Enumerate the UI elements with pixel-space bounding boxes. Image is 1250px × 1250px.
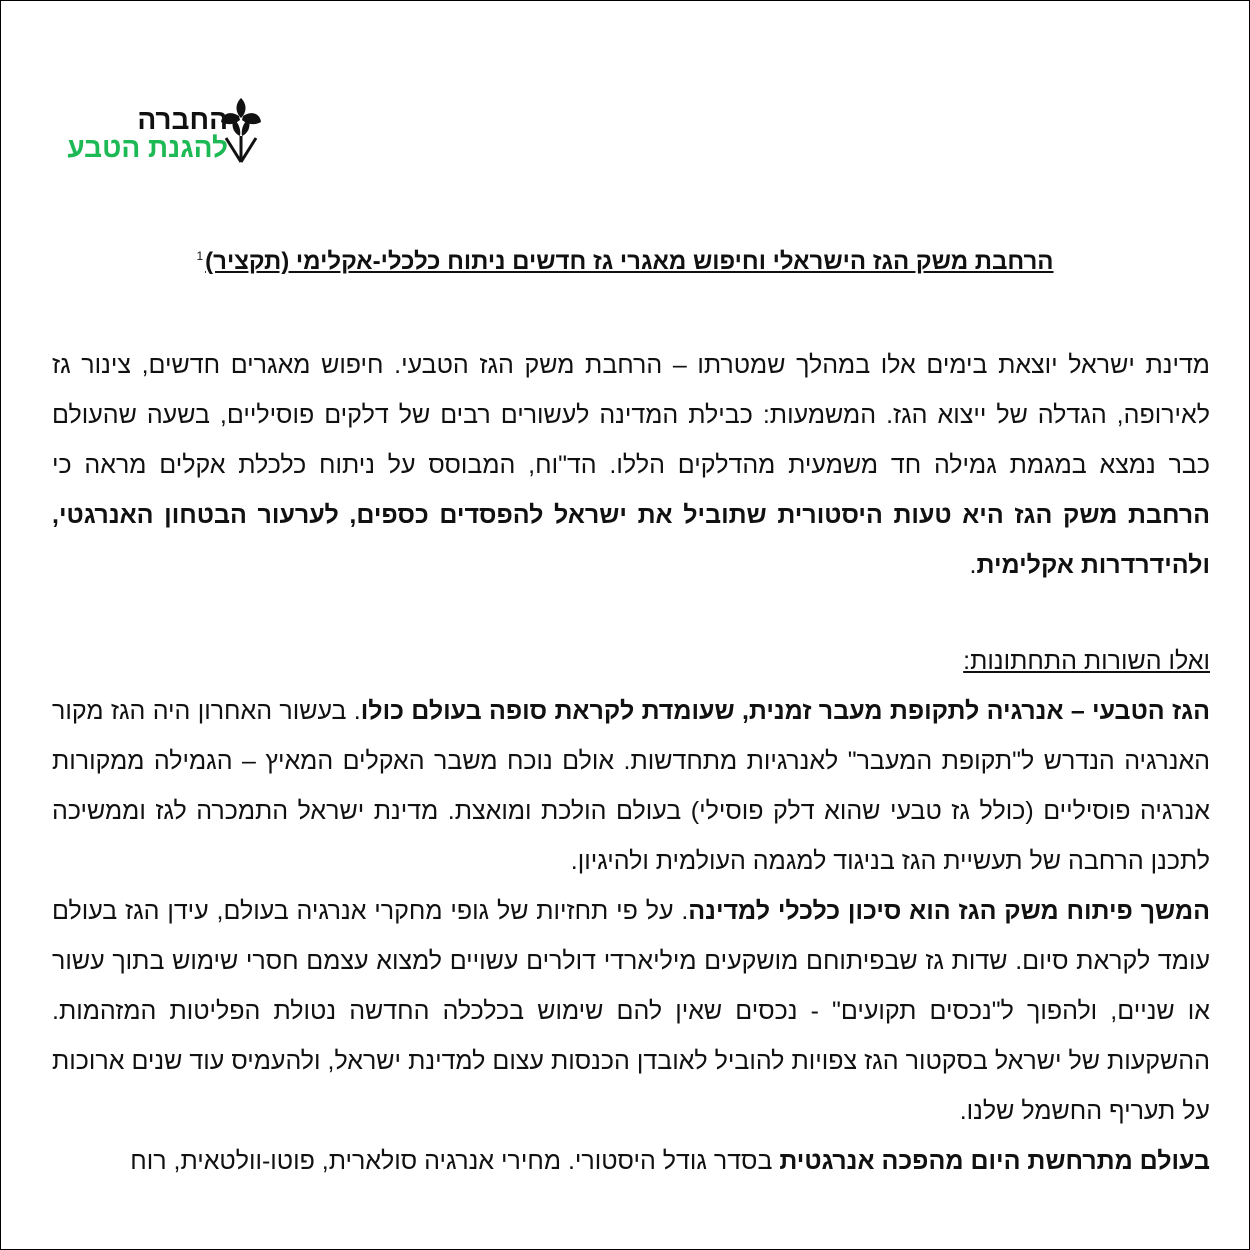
paragraph-text: . בעשור האחרון היה הגז מקור האנרגיה הנדרש ל"תקופת המעבר" לאנרגיות מתחדשות. אולם נוכח משבר האקלים המאיץ – הגמילה ממקורות אנרגיה פוסיליים (כולל גז טבעי שהוא דלק פוסילי) בעולם הולכת ומואצת. מדינת ישראל התמכרה לגז וממשיכה לתכנן הרחבה של תעשיית הגז בניגוד למגמה העולמית ולהיגיון. xyxy=(52,697,1210,875)
document-body xyxy=(52,340,1210,1186)
organization-logo xyxy=(66,96,266,168)
section-heading-text: ואלו השורות התחתונות: xyxy=(963,647,1210,675)
paragraph-energy-revolution xyxy=(52,1136,1210,1186)
paragraph-bold-lead: הגז הטבעי – אנרגיה לתקופת מעבר זמנית, שעומדת לקראת סופה בעולם כולו xyxy=(360,697,1210,725)
section-heading xyxy=(52,636,1210,686)
title-footnote-marker: 1 xyxy=(196,249,204,263)
paragraph-text: . על פי תחזיות של גופי מחקרי אנרגיה בעולם, עידן הגז בעולם עומד לקראת סיום. שדות גז שבפיתוחם מושקעים מיליארדי דולרים עשויים למצוא עצמם חסרי שימוש בתוך עשור או שניים, ולהפוך ל"נכסים תקועים" - נכסים שאין להם שימוש בכלכלה החדשה נטולת הפליטות המזהמות. ההשקעות של ישראל בסקטור הגז צפויות להוביל לאובדן הכנסות עצום למדינת ישראל, ולהעמיס עוד שנים ארוכות על תעריף החשמל שלנו. xyxy=(52,897,1210,1125)
title-text: הרחבת משק הגז הישראלי וחיפוש מאגרי גז חדשים ניתוח כלכלי-אקלימי (תקציר) xyxy=(205,248,1054,275)
intro-bold-text: הרחבת משק הגז היא טעות היסטורית שתוביל את ישראל להפסדים כספים, לערעור הבטחון האנרגטי, ולהידרדרות אקלימית xyxy=(52,501,1210,579)
logo-line-1: החברה xyxy=(137,104,228,135)
paragraph-text: בסדר גודל היסטורי. מחירי אנרגיה סולארית, פוטו-וולטאית, רוח xyxy=(130,1147,780,1175)
paragraph-natural-gas xyxy=(52,686,1210,886)
intro-end: . xyxy=(969,551,977,579)
paragraph-economic-risk xyxy=(52,886,1210,1136)
logo-line-2: להגנת הטבע xyxy=(67,132,228,163)
document-title xyxy=(0,248,1250,276)
section-spacer xyxy=(52,590,1210,636)
intro-paragraph xyxy=(52,340,1210,590)
paragraph-bold-lead: המשך פיתוח משק הגז הוא סיכון כלכלי למדינה xyxy=(688,897,1210,925)
paragraph-bold-lead: בעולם מתרחשת היום מהפכה אנרגטית xyxy=(779,1147,1210,1175)
intro-text: מדינת ישראל יוצאת בימים אלו במהלך שמטרתו – הרחבת משק הגז הטבעי. חיפוש מאגרים חדשים, צינור גז לאירופה, הגדלה של ייצוא הגז. המשמעות: כבילת המדינה לעשורים רבים של דלקים פוסיליים, בשעה שהעולם כבר נמצא במגמת גמילה חד משמעית מהדלקים הללו. הד"וח, המבוסס על ניתוח כלכלת אקלים מראה כי xyxy=(52,351,1210,479)
